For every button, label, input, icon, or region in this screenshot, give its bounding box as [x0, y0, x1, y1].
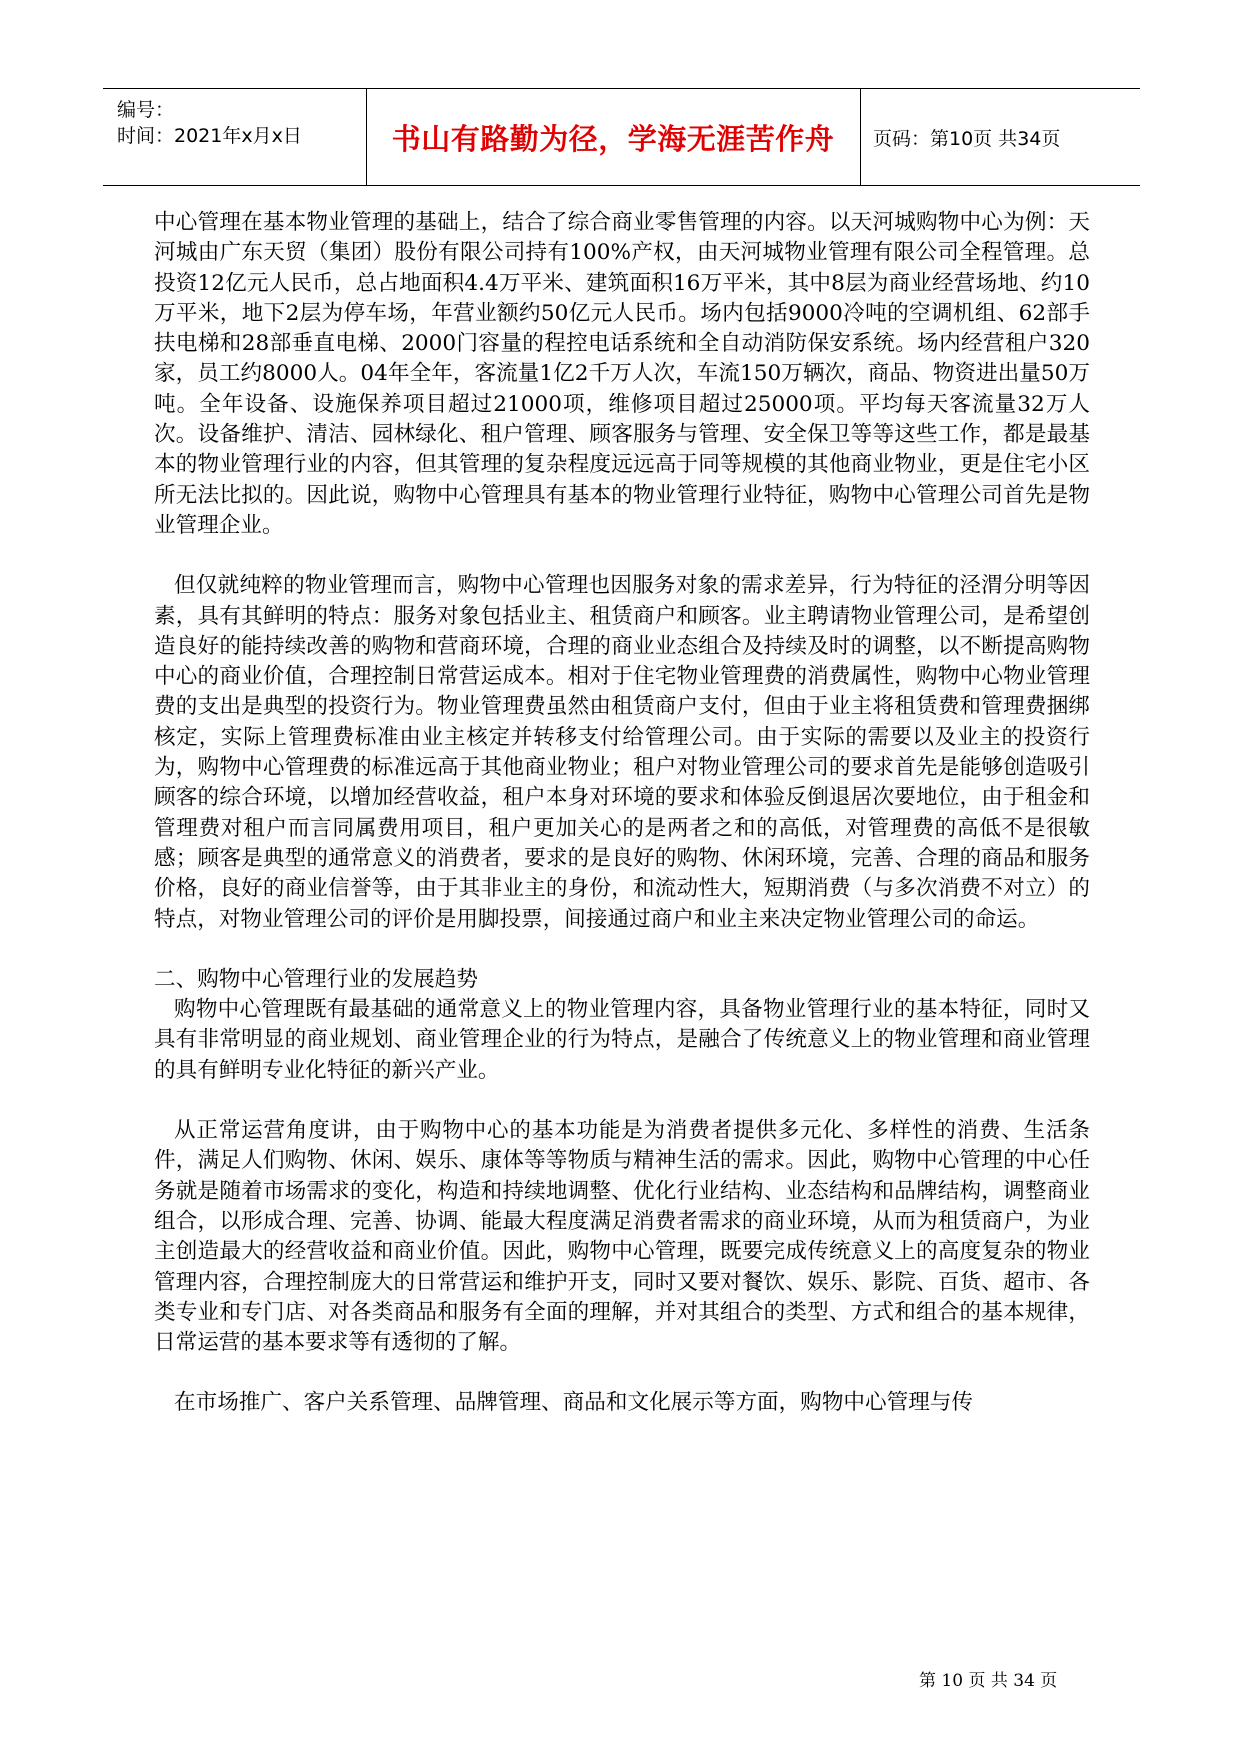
header-table	[103, 88, 1140, 186]
header-left-cell	[103, 89, 367, 185]
document-code-label: 编号：	[117, 99, 175, 121]
paragraph-2: 但仅就纯粹的物业管理而言，购物中心管理也因服务对象的需求差异，行为特征的泾渭分明等因素，具有其鲜明的特点：服务对象包括业主、租赁商户和顾客。业主聘请物业管理公司，是希望创造良好的能持续改善的购物和营商环境，合理的商业业态组合及持续及时的调整，以不断提高购物中心的商业价值，合理控制日常营运成本。相对于住宅物业管理费的消费属性，购物中心物业管理费的支出是典型的投资行为。物业管理费虽然由租赁商户支付，但由于业主将租赁费和管理费捆绑核定，实际上管理费标准由业主核定并转移支付给管理公司。由于实际的需要以及业主的投资行为，购物中心管理费的标准远高于其他商业物业；租户对物业管理公司的要求首先是能够创造吸引顾客的综合环境，以增加经营收益，租户本身对环境的要求和体验反倒退居次要地位，由于租金和管理费对租户而言同属费用项目，租户更加关心的是两者之和的高低，对管理费的高低不是很敏感；顾客是典型的通常意义的消费者，要求的是良好的购物、休闲环境，完善、合理的商品和服务价格，良好的商业信誉等，由于其非业主的身份，和流动性大，短期消费（与多次消费不对立）的特点，对物业管理公司的评价是用脚投票，间接通过商户和业主来决定物业管理公司的命运。	[154, 573, 1090, 932]
paragraph-1: 中心管理在基本物业管理的基础上，结合了综合商业零售管理的内容。以天河城购物中心为例：天河城由广东天贸（集团）股份有限公司持有100%产权，由天河城物业管理有限公司全程管理。总投资12亿元人民币，总占地面积4.4万平米、建筑面积16万平米，其中8层为商业经营场地、约10万平米，地下2层为停车场，年营业额约50亿元人民币。场内包括9000冷吨的空调机组、62部手扶电梯和28部垂直电梯、2000门容量的程控电话系统和全自动消防保安系统。场内经营租户320家，员工约8000人。04年全年，客流量1亿2千万人次，车流150万辆次，商品、物资进出量50万吨。全年设备、设施保养项目超过21000项，维修项目超过25000项。平均每天客流量32万人次。设备维护、清洁、园林绿化、租户管理、顾客服务与管理、安全保卫等等这些工作，都是最基本的物业管理行业的内容，但其管理的复杂程度远远高于同等规模的其他商业物业，更是住宅小区所无法比拟的。因此说，购物中心管理具有基本的物业管理行业特征，购物中心管理公司首先是物业管理企业。	[154, 210, 1090, 538]
header-middle-cell	[366, 89, 861, 185]
document-body	[154, 208, 1090, 1419]
paragraph-4: 从正常运营角度讲，由于购物中心的基本功能是为消费者提供多元化、多样性的消费、生活条件，满足人们购物、休闲、娱乐、康体等等物质与精神生活的需求。因此，购物中心管理的中心任务就是随着市场需求的变化，构造和持续地调整、优化行业结构、业态结构和品牌结构，调整商业组合，以形成合理、完善、协调、能最大程度满足消费者需求的商业环境，从而为租赁商户，为业主创造最大的经营收益和商业价值。因此，购物中心管理，既要完成传统意义上的高度复杂的物业管理内容，合理控制庞大的日常营运和维护开支，同时又要对餐饮、娱乐、影院、百货、超市、各类专业和专门店、对各类商品和服务有全面的理解，并对其组合的类型、方式和组合的基本规律，日常运营的基本要求等有透彻的了解。	[154, 1118, 1090, 1356]
page-footer: 第 10 页 共 34 页	[919, 1671, 1058, 1691]
section-heading: 二、购物中心管理行业的发展趋势	[154, 966, 478, 992]
paragraph-3: 购物中心管理既有最基础的通常意义上的物业管理内容，具备物业管理行业的基本特征，同时又具有非常明显的商业规划、商业管理企业的行为特点，是融合了传统意义上的物业管理和商业管理的具有鲜明专业化特征的新兴产业。	[154, 997, 1090, 1083]
document-time-label: 时间：2021年x月x日	[117, 125, 302, 147]
header-right-cell	[861, 89, 1140, 185]
header-page-code: 页码：第10页 共34页	[873, 127, 1061, 150]
header-motto: 书山有路勤为径，学海无涯苦作舟	[391, 121, 835, 156]
paragraph-5: 在市场推广、客户关系管理、品牌管理、商品和文化展示等方面，购物中心管理与传	[174, 1390, 973, 1416]
